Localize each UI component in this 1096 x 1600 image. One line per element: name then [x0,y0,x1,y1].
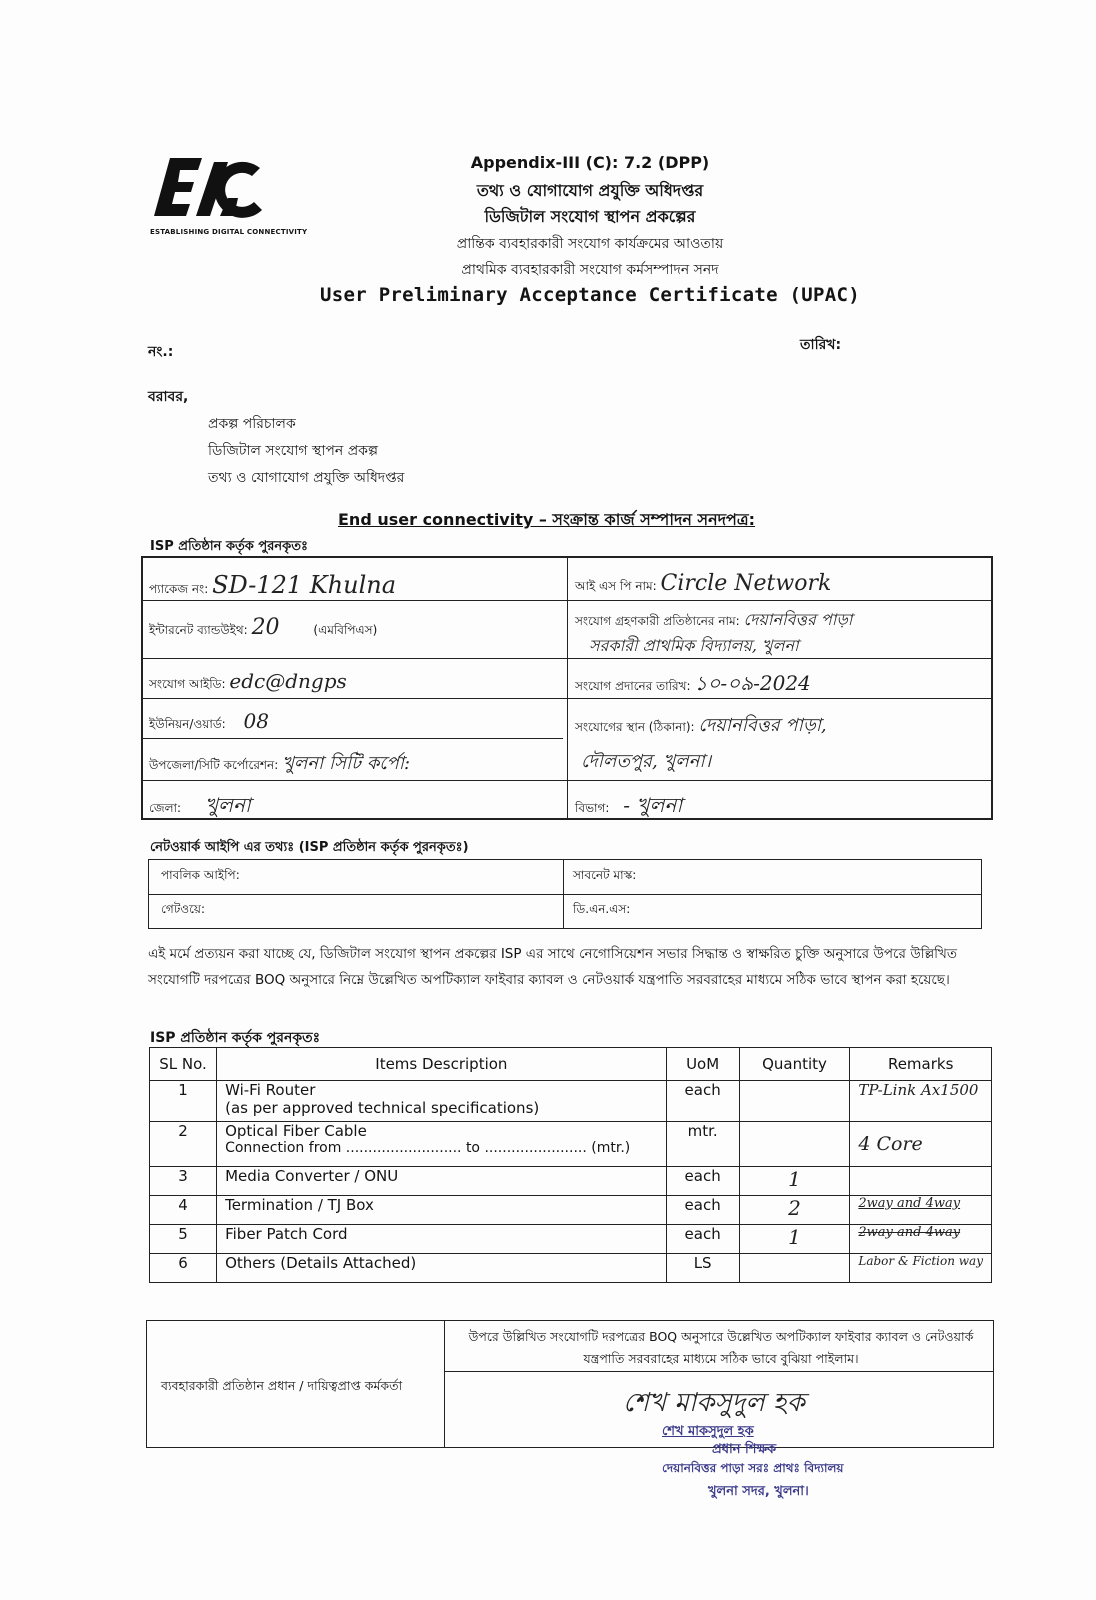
uom-cell: each [666,1196,739,1225]
remarks-cell: 2way and 4way [850,1225,992,1254]
description-text: Optical Fiber Cable [225,1122,367,1140]
network-title: নেটওয়ার্ক আইপি এর তথ্যঃ (ISP প্রতিষ্ঠান কর্তৃক পুরনকৃতঃ) [150,840,469,855]
quantity-cell: 1 [739,1167,850,1196]
description-cell [217,1081,667,1122]
col-header-quantity: Quantity [739,1048,850,1081]
recipient-value-2: সরকারী প্রাথমিক বিদ্যালয়, খুলনা [589,636,799,655]
col-header-uom: UoM [666,1048,739,1081]
appendix-label: Appendix-III (C): 7.2 (DPP) [470,153,710,172]
connection-info-grid [141,556,993,820]
upazila-value: খুলনা সিটি কর্পো: [282,753,411,774]
remarks-cell [850,1167,992,1196]
dns-label: ডি.এন.এস: [573,902,631,916]
district-value: খুলনা [204,793,251,817]
division-field [569,788,688,827]
isp-name-value: Circle Network [660,571,832,596]
stamp-name: শেখ মাকসুদুল হক [662,1424,754,1439]
acceptance-box [146,1320,994,1448]
table-row [150,1167,992,1196]
items-table [149,1047,992,1283]
description-subtext: (as per approved technical specifications) [225,1099,540,1117]
gateway-label: গেটওয়ে: [161,902,206,916]
location-value-1: দেয়ানবিত্তর পাড়া, [698,715,827,736]
stamp-school: দেয়ানবিত্তর পাড়া সরঃ প্রাথঃ বিদ্যালয় [662,1461,844,1475]
uom-cell: each [666,1081,739,1122]
section-title: End user connectivity – সংক্রান্ত কার্জ সম্পাদন সনদপত্র: [338,510,756,529]
date-label: তারিখ: [800,337,842,353]
sl-cell: 3 [150,1167,217,1196]
quantity-cell: 1 [739,1225,850,1254]
page-title: User Preliminary Acceptance Certificate (UPAC) [320,284,860,306]
isp-name-field [569,568,837,601]
description-cell: Others (Details Attached) [217,1254,667,1283]
col-header-remarks: Remarks [850,1048,992,1081]
union-field [143,706,275,739]
header-line-4: প্রাথমিক ব্যবহারকারী সংযোগ কর্মসম্পাদন সনদ [461,262,719,278]
number-label: নং.: [148,344,174,360]
upazila-label: উপজেলা/সিটি কর্পোরেশন: [149,758,279,772]
location-label: সংযোগের স্থান (ঠিকানা): [575,720,695,734]
logo-tagline: ESTABLISHING DIGITAL CONNECTIVITY [150,228,308,236]
bandwidth-field [143,612,383,645]
signature: শেখ মাকসুদুল হক [623,1388,805,1418]
sl-cell: 4 [150,1196,217,1225]
table-row [150,1225,992,1254]
sl-cell: 5 [150,1225,217,1254]
connection-id-label: সংযোগ আইডি: [149,677,226,691]
stamp-title: প্রধান শিক্ষক [712,1442,777,1457]
sl-cell: 6 [150,1254,217,1283]
bandwidth-unit: (এমবিপিএস) [313,623,378,637]
uom-cell: LS [666,1254,739,1283]
package-field [143,568,402,604]
address-line-1: প্রকল্প পরিচালক [208,416,296,432]
isp-fill-label: ISP প্রতিষ্ঠান কর্তৃক পুরনকৃতঃ [150,539,308,554]
quantity-cell [739,1122,850,1167]
connection-date-label: সংযোগ প্রদানের তারিখ: [575,679,691,693]
address-line-3: তথ্য ও যোগাযোগ প্রযুক্তি অধিদপ্তর [208,470,405,486]
description-subtext: Connection from .......................... to ....................... (mtr.) [225,1140,631,1156]
sl-cell: 2 [150,1122,217,1167]
remarks-cell: 2way and 4way [850,1196,992,1225]
description-text: Wi-Fi Router [225,1081,316,1099]
table-row [150,1122,992,1167]
quantity-cell [739,1081,850,1122]
description-cell: Fiber Patch Cord [217,1225,667,1254]
location-value-2: দৌলতপুর, খুলনা। [581,751,712,772]
division-label: বিভাগ: [575,801,610,815]
connection-id-field [143,666,353,699]
bandwidth-label: ইন্টারনেট ব্যান্ডউইথ: [149,623,248,637]
col-header-description: Items Description [217,1048,667,1081]
quantity-cell: 2 [739,1196,850,1225]
uom-cell: mtr. [666,1122,739,1167]
recipient-label: সংযোগ গ্রহণকারী প্রতিষ্ঠানের নাম: [575,614,740,628]
network-info-grid [148,859,982,929]
acceptance-statement: উপরে উল্লিখিত সংযোগটি দরপত্রের BOQ অনুসারে উল্লেখিত অপটিক্যাল ফাইবার ক্যাবল ও নেটওয়ার্ক যন্ত্রপাতি সরবরাহের মাধ্যমে সঠিক ভাবে বুঝিয়া পাইলাম। [468,1329,974,1366]
union-label: ইউনিয়ন/ওয়ার্ড: [149,717,226,731]
bandwidth-value: 20 [251,615,280,640]
address-line-2: ডিজিটাল সংযোগ স্থাপন প্রকল্প [208,443,378,459]
quantity-cell [739,1254,850,1283]
stamp-place: খুলনা সদর, খুলনা। [708,1484,809,1499]
upazila-field [143,746,416,783]
acceptance-left-label: ব্যবহারকারী প্রতিষ্ঠান প্রধান / দায়িত্বপ্রাপ্ত কর্মকর্তা [161,1378,403,1393]
location-field [569,708,833,745]
uom-cell: each [666,1225,739,1254]
department-name: তথ্য ও যোগাযোগ প্রযুক্তি অধিদপ্তর [476,181,704,200]
connection-id-value: edc@dngps [229,669,347,693]
remarks-cell: 4 Core [850,1122,992,1167]
uom-cell: each [666,1167,739,1196]
table-row [150,1081,992,1122]
remarks-cell: Labor & Fiction way [850,1254,992,1283]
table-row [150,1196,992,1225]
division-value: - খুলনা [623,793,683,817]
isp-name-label: আই এস পি নাম: [575,579,657,593]
declaration-text: এই মর্মে প্রত্যয়ন করা যাচ্ছে যে, ডিজিটাল সংযোগ স্থাপন প্রকল্পের ISP এর সাথে নেগোসিয়েশন সভার সিদ্ধান্ত ও স্বাক্ষরিত চুক্তি অনুসারে উপরে উল্লিখিত সংযোগটি দরপত্রের BOQ অনুসারে নিম্নে উল্লেখিত অপটিক্যাল ফাইবার ক্যাবল ও নেটওয়ার্ক যন্ত্রপাতি সরবরাহের মাধ্যমে সঠিক ভাবে স্থাপন করা হয়েছে। [148,946,958,988]
items-header-row [150,1048,992,1081]
package-value: SD-121 Khulna [212,571,397,599]
isp-fill-label-2: ISP প্রতিষ্ঠান কর্তৃক পুরনকৃতঃ [150,1030,321,1046]
address-to: বরাবর, [148,389,189,405]
header-line-3: প্রান্তিক ব্যবহারকারী সংযোগ কার্যক্রমের আওতায় [456,236,724,252]
description-cell [217,1122,667,1167]
table-row [150,1254,992,1283]
subnet-label: সাবনেট মাস্ক: [573,868,637,882]
recipient-value-1: দেয়ানবিত্তর পাড়া [743,610,853,629]
sl-cell: 1 [150,1081,217,1122]
col-header-sl: SL No. [150,1048,217,1081]
district-field [143,788,257,827]
project-name: ডিজিটাল সংযোগ স্থাপন প্রকল্পের [484,207,696,226]
package-label: প্যাকেজ নং: [149,582,209,596]
description-cell: Media Converter / ONU [217,1167,667,1196]
remarks-cell: TP-Link Ax1500 [850,1081,992,1122]
connection-date-value: ১০-০৯-2024 [694,671,811,695]
description-cell: Termination / TJ Box [217,1196,667,1225]
connection-date-field [569,666,817,705]
district-label: জেলা: [149,801,182,815]
public-ip-label: পাবলিক আইপি: [161,868,240,882]
union-value: 08 [243,709,269,733]
